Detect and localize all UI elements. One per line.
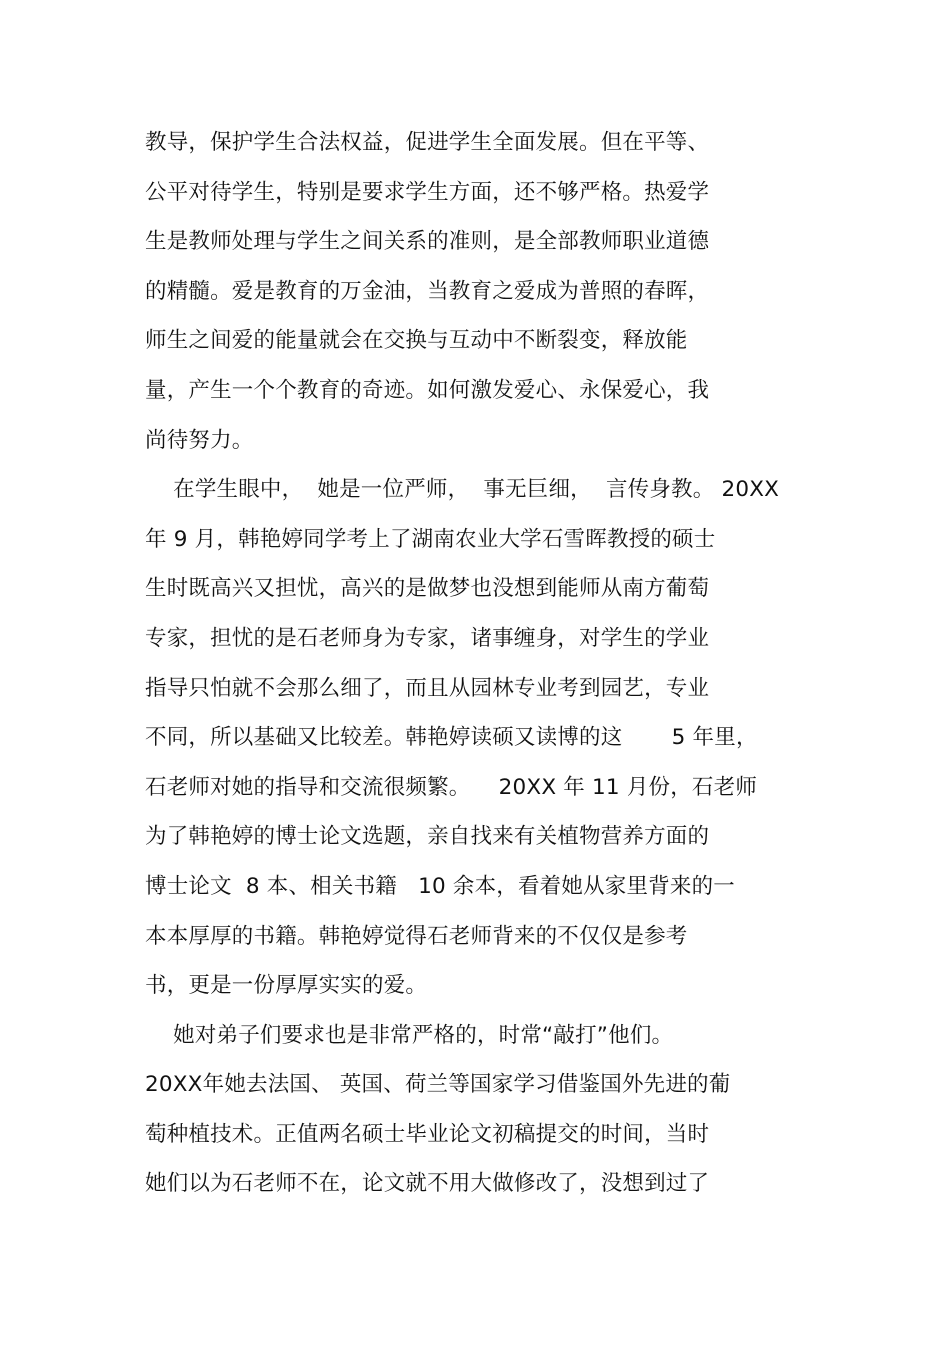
- text-line-2: 公平对待学生，特别是要求学生方面，还不够严格。热爱学: [145, 179, 710, 205]
- text-line-10: 生时既高兴又担忧，高兴的是做梦也没想到能师从南方葡萄: [145, 576, 710, 602]
- text-line-7: 尚待努力。: [145, 427, 254, 453]
- text-line-17: 本本厚厚的书籍。韩艳婷觉得石老师背来的不仅仅是参考: [145, 923, 688, 949]
- text-line-9: 年 9 月，韩艳婷同学考上了湖南农业大学石雪晖教授的硕士: [145, 526, 716, 552]
- text-line-16: 博士论文 8 本、相关书籍 10 余本，看着她从家里背来的一: [145, 873, 735, 899]
- text-line-19: 她对弟子们要求也是非常严格的，时常“敲打”他们。: [145, 1022, 674, 1048]
- text-line-21: 萄种植技术。正值两名硕士毕业论文初稿提交的时间，当时: [145, 1121, 710, 1147]
- text-line-22: 她们以为石老师不在，论文就不用大做修改了，没想到过了: [145, 1171, 710, 1197]
- text-line-14: 石老师对她的指导和交流很频繁。 20XX 年 11 月份，石老师: [145, 774, 758, 800]
- text-line-12: 指导只怕就不会那么细了，而且从园林专业考到园艺，专业: [145, 675, 710, 701]
- text-line-18: 书，更是一份厚厚实实的爱。: [145, 973, 428, 999]
- text-line-20: 20XX年她去法国、 英国、荷兰等国家学习借鉴国外先进的葡: [145, 1072, 731, 1098]
- text-line-13: 不同，所以基础又比较差。韩艳婷读硕又读博的这 5 年里，: [145, 725, 758, 751]
- text-line-5: 师生之间爱的能量就会在交换与互动中不断裂变，释放能: [145, 328, 688, 354]
- text-line-4: 的精髓。爱是教育的万金油，当教育之爱成为普照的春晖，: [145, 278, 710, 304]
- body-text: [145, 123, 845, 1214]
- text-line-15: 为了韩艳婷的博士论文选题，亲自找来有关植物营养方面的: [145, 824, 710, 850]
- text-line-6: 量，产生一个个教育的奇迹。如何激发爱心、永保爱心，我: [145, 377, 710, 403]
- text-line-11: 专家，担忧的是石老师身为专家，诸事缠身，对学生的学业: [145, 625, 710, 651]
- text-line-1: 教导，保护学生合法权益，促进学生全面发展。但在平等、: [145, 130, 710, 155]
- text-line-8: 在学生眼中， 她是一位严师， 事无巨细， 言传身教。 20XX: [145, 477, 780, 503]
- text-line-3: 生是教师处理与学生之间关系的准则，是全部教师职业道德: [145, 229, 710, 255]
